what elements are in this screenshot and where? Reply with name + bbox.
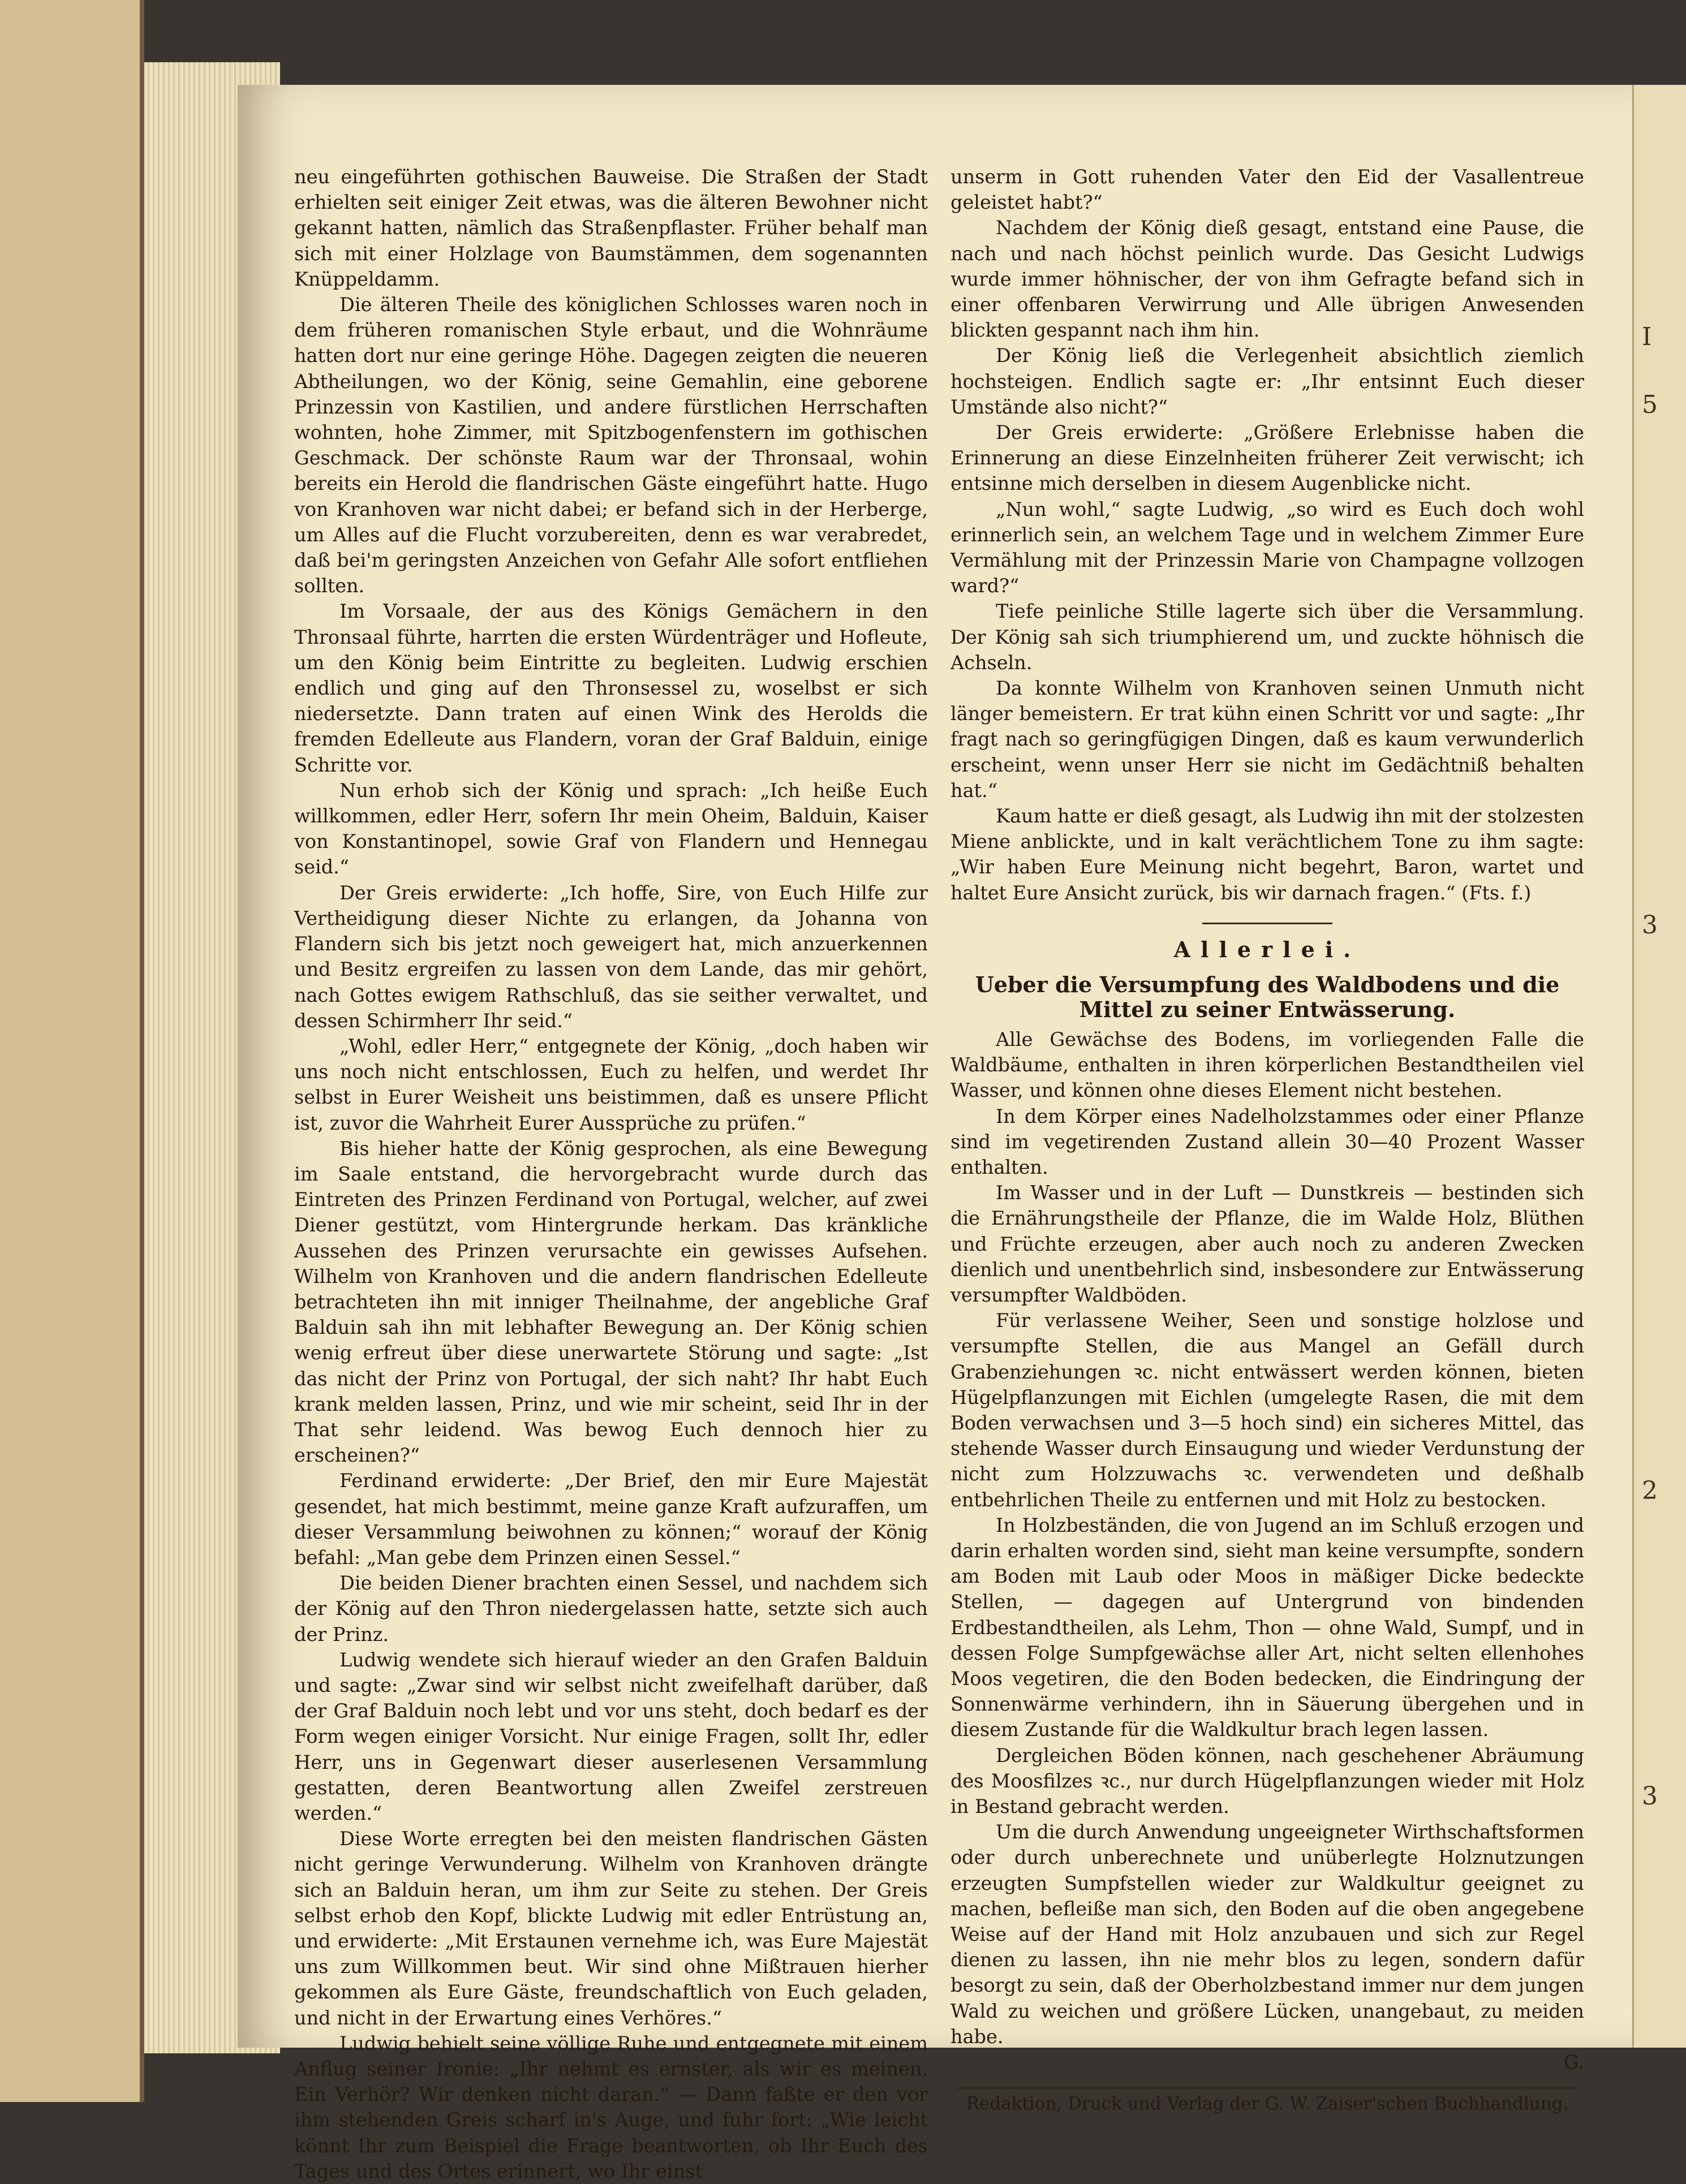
paragraph: Bis hieher hatte der König gesprochen, als eine Bewegung im Saale entstand, die hervorgebracht wurde durch das Eintreten des Prinzen Ferdinand von Portugal, welcher, auf zwei Diener gestützt, vom Hintergrunde herkam. Das kränkliche Aussehen des Prinzen verursachte ein gewisses Aufsehen. Wilhelm von Kranhoven und die andern flandrischen Edelleute betrachteten ihn mit inniger Theilnahme, der angebliche Graf Balduin sah ihn mit lebhafter Bewegung an. Der König schien wenig erfreut über diese unerwartete Störung und sagte: „Ist das nicht der Prinz von Portugal, der sich naht? Ihr habt Euch krank melden lassen, Prinz, und wie mir scheint, seid Ihr in der That sehr leidend. Was bewog Euch dennoch hier zu erscheinen?“: [294, 1137, 928, 1467]
paragraph: neu eingeführten gothischen Bauweise. Die Straßen der Stadt erhielten seit einiger Zeit etwas, was die älteren Bewohner nicht gekannt hatten, nämlich das Straßenpflaster. Früher behalf man sich mit einer Holzlage von Baumstämmen, dem sogenannten Knüppeldamm.: [294, 166, 928, 290]
edge-char: I: [1642, 322, 1652, 351]
paragraph: In Holzbeständen, die von Jugend an im Schluß erzogen und darin erhalten worden sind, sieht man keine versumpfte, sondern am Boden mit Laub oder Moos in mäßiger Dicke bedeckte Stellen, — dagegen auf Untergrund von bindenden Erdbestandtheilen, als Lehm, Thon — ohne Wald, Sumpf, und in dessen Folge Sumpfgewächse aller Art, nicht selten ellenhohes Moos vegetiren, die den Boden bedecken, die Eindringung der Sonnenwärme verhindern, ihn in Säuerung übergehen und in diesem Zustande für die Waldkultur brach legen lassen.: [950, 1514, 1584, 1741]
paragraph: Alle Gewächse des Bodens, im vorliegenden Falle die Waldbäume, enthalten in ihren körperlichen Bestandtheilen viel Wasser, und können ohne dieses Element nicht bestehen.: [950, 1028, 1584, 1102]
footer-rule: [956, 2087, 1579, 2089]
edge-char: 2: [1642, 1476, 1658, 1505]
newspaper-page: [238, 85, 1652, 2182]
paragraph: Um die durch Anwendung ungeeigneter Wirthschaftsformen oder durch unberechnete und unüberlegte Holznutzungen erzeugten Sumpfstellen wieder zur Waldkultur geeignet zu machen, befleiße man sich, den Boden auf die oben angegebene Weise auf der Hand mit Holz anzubauen und sich zur Regel dienen zu lassen, ihn nie mehr blos zu legen, sondern dafür besorgt zu sein, daß der Oberholzbestand immer nur dem jungen Wald zu weichen und größere Lücken, unangebaut, zu meiden habe.: [950, 1821, 1584, 2048]
paragraph: unserm in Gott ruhenden Vater den Eid der Vasallentreue geleistet habt?“: [950, 166, 1584, 214]
story-continuation: [950, 164, 1584, 906]
paragraph: Die älteren Theile des königlichen Schlosses waren noch in dem früheren romanischen Style erbaut, und die Wohnräume hatten dort nur eine geringe Höhe. Dagegen zeigten die neueren Abtheilungen, wo der König, seine Gemahlin, eine geborene Prinzessin von Kastilien, und andere fürstlichen Herrschaften wohnten, hohe Zimmer, mit Spitzbogenfenstern im gothischen Geschmack. Der schönste Raum war der Thronsaal, wohin bereits ein Herold die flandrischen Gäste eingeführt hatte. Hugo von Kranhoven war nicht dabei; er befand sich in der Herberge, um Alles auf die Flucht vorzubereiten, denn es war verabredet, daß bei'm geringsten Anzeichen von Gefahr Alle sofort entfliehen sollten.: [294, 294, 928, 597]
paragraph: Ludwig wendete sich hierauf wieder an den Grafen Balduin und sagte: „Zwar sind wir selbst nicht zweifelhaft darüber, daß der Graf Balduin noch lebt und vor uns steht, doch bedarf es der Form wegen einiger Vorsicht. Nur einige Fragen, sollt Ihr, edler Herr, uns in Gegenwart dieser auserlesenen Versammlung gestatten, deren Beantwortung allen Zweifel zerstreuen werden.“: [294, 1648, 928, 1824]
paragraph: Nachdem der König dieß gesagt, entstand eine Pause, die nach und nach höchst peinlich wurde. Das Gesicht Ludwigs wurde immer höhnischer, der von ihm Gefragte befand sich in einer offenbaren Verwirrung und Alle übrigen Anwesenden blickten gespannt nach ihm hin.: [950, 217, 1584, 342]
paragraph: Nun erhob sich der König und sprach: „Ich heiße Euch willkommen, edler Herr, sofern Ihr mein Oheim, Balduin, Kaiser von Konstantinopel, sowie Graf von Flandern und Hennegau seid.“: [294, 779, 928, 878]
paragraph: Dergleichen Böden können, nach geschehener Abräumung des Moosfilzes ꝛc., nur durch Hügelpflanzungen wieder mit Holz in Bestand gebracht werden.: [950, 1744, 1584, 1817]
paragraph: Tiefe peinliche Stille lagerte sich über die Versammlung. Der König sah sich triumphierend um, und zuckte höhnisch die Achseln.: [950, 600, 1584, 674]
book-cover: [0, 0, 144, 2102]
article-body: [950, 1027, 1584, 2049]
edge-char: 3: [1642, 1782, 1658, 1811]
article-title: Ueber die Versumpfung des Waldbodens und die Mittel zu seiner Entwässerung.: [975, 971, 1560, 1022]
paragraph: Die beiden Diener brachten einen Sessel, und nachdem sich der König auf den Thron niedergelassen hatte, setzte sich auch der Prinz.: [294, 1572, 928, 1645]
edge-char: 5: [1642, 390, 1658, 419]
paragraph: „Wohl, edler Herr,“ entgegnete der König, „doch haben wir uns noch nicht entschlossen, Euch zu helfen, und werdet Ihr selbst in Eurer Weisheit uns beistimmen, daß es unsere Pflicht ist, zuvor die Wahrheit Eurer Aussprüche zu prüfen.“: [294, 1035, 928, 1134]
paragraph: Der Greis erwiderte: „Ich hoffe, Sire, von Euch Hilfe zur Vertheidigung dieser Nichte zu erlangen, da Johanna von Flandern sich bis jetzt noch geweigert hat, mich anzuerkennen und Besitz ergreifen zu lassen von dem Lande, das mir gehört, nach Gottes ewigem Rathschluß, das sie seither verwaltet, und dessen Schirmherr Ihr seid.“: [294, 881, 928, 1032]
paragraph: Im Wasser und in der Luft — Dunstkreis — bestinden sich die Ernährungstheile der Pflanze, die im Walde Holz, Blüthen und Früchte erzeugen, aber auch noch zu anderen Zwecken dienlich und unentbehrlich sind, insbesondere zur Entwässerung versumpfter Waldböden.: [950, 1182, 1584, 1306]
paragraph: Der Greis erwiderte: „Größere Erlebnisse haben die Erinnerung an diese Einzelnheiten früherer Zeit verwischt; ich entsinne mich derselben in diesem Augenblicke nicht.: [950, 421, 1584, 495]
right-column: [950, 164, 1584, 2114]
footer-imprint: Redaktion, Druck und Verlag der G. W. Zaiser'schen Buchhandlung.: [966, 2093, 1569, 2114]
article-signature: G.: [1563, 2051, 1584, 2074]
paragraph: Kaum hatte er dieß gesagt, als Ludwig ihn mit der stolzesten Miene anblickte, und in kalt verächtlichem Tone zu ihm sagte: „Wir haben Eure Meinung nicht begehrt, Baron, wartet und haltet Eure Ansicht zurück, bis wir darnach fragen.“ (Fts. f.): [950, 805, 1584, 904]
paragraph: „Nun wohl,“ sagte Ludwig, „so wird es Euch doch wohl erinnerlich sein, an welchem Tage und in welchem Zimmer Eure Vermählung mit der Prinzessin Marie von Champagne vollzogen ward?“: [950, 498, 1584, 597]
adjacent-page-edge: [1632, 85, 1686, 2048]
separator-rule: [1202, 923, 1332, 924]
paragraph: Im Vorsaale, der aus des Königs Gemächern in den Thronsaal führte, harrten die ersten Würdenträger und Hofleute, um den König beim Eintritte zu begleiten. Ludwig erschien endlich und ging auf den Thronsessel zu, woselbst er sich niedersetzte. Dann traten auf einen Wink des Herolds die fremden Edelleute aus Flandern, voran der Graf Balduin, einige Schritte vor.: [294, 600, 928, 776]
edge-char: 3: [1642, 911, 1658, 940]
paragraph: Da konnte Wilhelm von Kranhoven seinen Unmuth nicht länger bemeistern. Er trat kühn einen Schritt vor und sagte: „Ihr fragt nach so geringfügigen Dingen, daß es kaum verwunderlich erscheint, wenn unser Herr sie nicht im Gedächtniß behalten hat.“: [950, 677, 1584, 802]
paragraph: Der König ließ die Verlegenheit absichtlich ziemlich hochsteigen. Endlich sagte er: „Ihr entsinnt Euch dieser Umstände also nicht?“: [950, 344, 1584, 418]
paragraph: Ludwig behielt seine völlige Ruhe und entgegnete mit einem Anflug seiner Ironie: „Ihr nehmt es ernster, als wir es meinen. Ein Verhör? Wir denken nicht daran.“ — Dann faßte er den vor ihm stehenden Greis scharf in's Auge, und fuhr fort: „Wie leicht könnt Ihr zum Beispiel die Frage beantworten, ob Ihr Euch des Tages und des Ortes erinnert, wo Ihr einst: [294, 2032, 928, 2182]
paragraph: Ferdinand erwiderte: „Der Brief, den mir Eure Majestät gesendet, hat mich bestimmt, meine ganze Kraft aufzuraffen, um dieser Versammlung beiwohnen zu können;“ worauf der König befahl: „Man gebe dem Prinzen einen Sessel.“: [294, 1470, 928, 1569]
paragraph: Diese Worte erregten bei den meisten flandrischen Gästen nicht geringe Verwunderung. Wilhelm von Kranhoven drängte sich an Balduin heran, um ihm zur Seite zu stehen. Der Greis selbst erhob den Kopf, blickte Ludwig mit edler Entrüstung an, und erwiderte: „Mit Erstaunen vernehme ich, was Eure Majestät uns zum Willkommen beut. Wir sind ohne Mißtrauen hierher gekommen als Eure Gäste, freundschaftlich von Euch geladen, und nicht in der Erwartung eines Verhöres.“: [294, 1828, 928, 2029]
section-heading: Allerlei.: [1173, 936, 1361, 962]
left-column: [294, 164, 928, 2182]
paragraph: Für verlassene Weiher, Seen und sonstige holzlose und versumpfte Stellen, die aus Mangel an Gefäll durch Grabenziehungen ꝛc. nicht entwässert werden können, bieten Hügelpflanzungen mit Eichlen (umgelegte Rasen, die mit dem Boden verwachsen und 3—5 hoch sind) ein sicheres Mittel, das stehende Wasser durch Einsaugung und wieder Verdunstung der nicht zum Holzzuwachs ꝛc. verwendeten und deßhalb entbehrlichen Theile zu entfernen und mit Holz zu bestocken.: [950, 1309, 1584, 1511]
paragraph: In dem Körper eines Nadelholzstammes oder einer Pflanze sind im vegetirenden Zustand allein 30—40 Prozent Wasser enthalten.: [950, 1105, 1584, 1178]
